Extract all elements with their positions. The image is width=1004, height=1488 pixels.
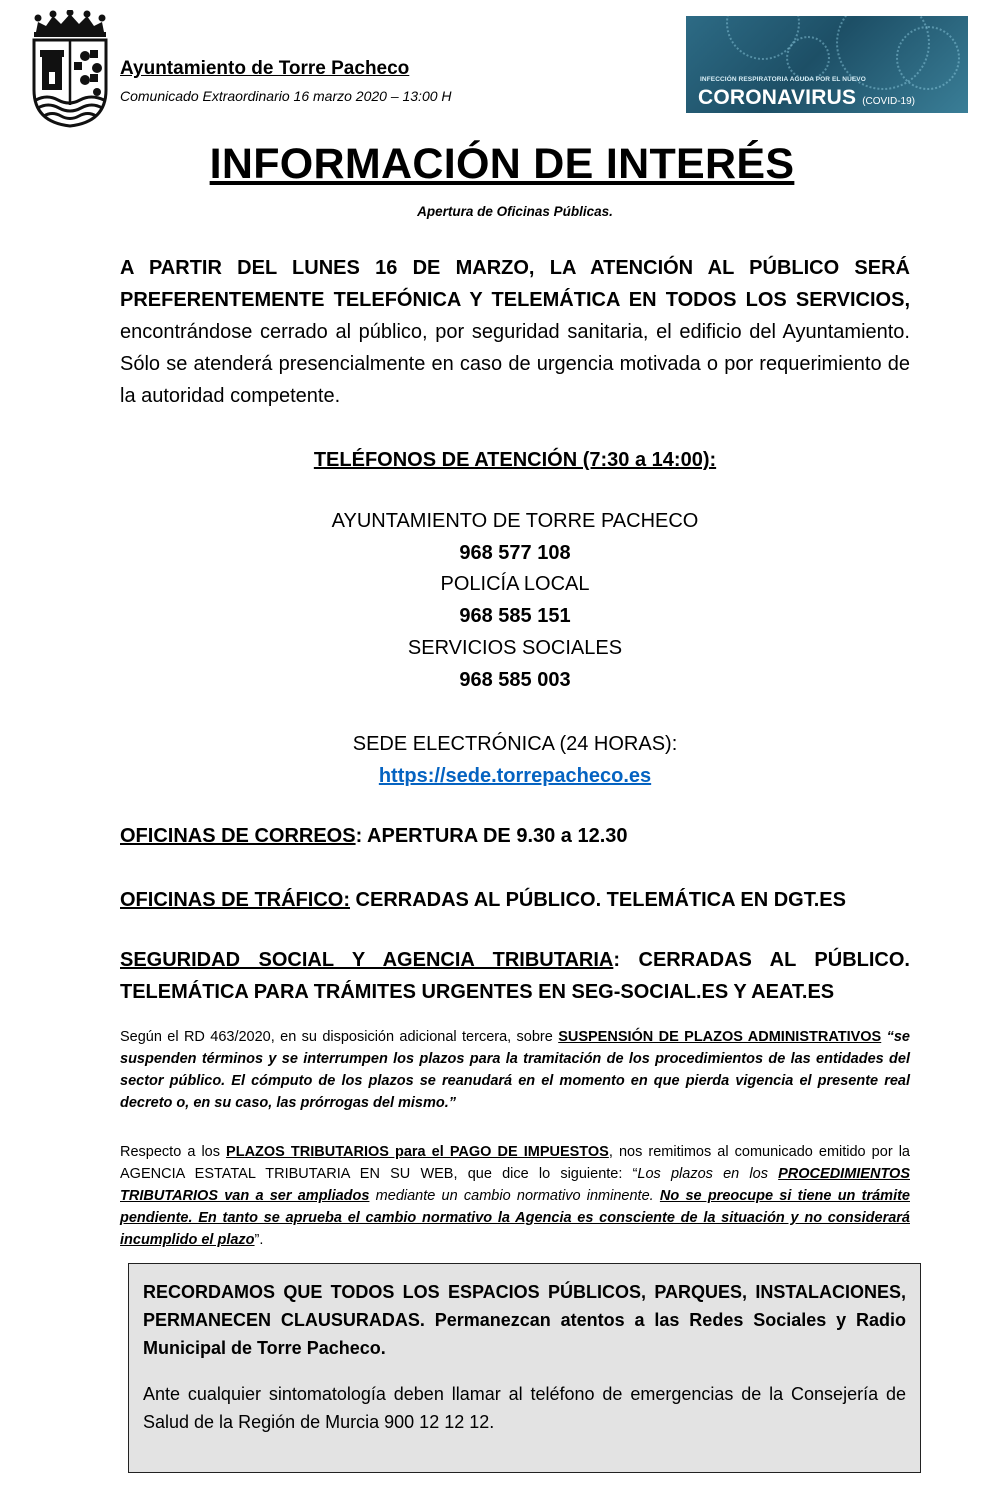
- reminder-box: [128, 1263, 921, 1473]
- phone-entry-name: POLICÍA LOCAL: [440, 573, 590, 595]
- org-name: Ayuntamiento de Torre Pacheco: [120, 58, 410, 79]
- page-subtitle: Apertura de Oficinas Públicas.: [417, 204, 613, 219]
- emergency-text: Ante cualquier sintomatología deben llamar al teléfono de emergencias de la Consejería de Salud de la Región de Murcia 900 12 12 12.: [143, 1384, 906, 1432]
- sede-label: SEDE ELECTRÓNICA (24 HORAS):: [352, 733, 678, 755]
- phone-number: 968 585 151: [459, 605, 571, 627]
- sede-link-row: [0, 760, 1004, 792]
- phone-entry-name: SERVICIOS SOCIALES: [407, 637, 623, 659]
- phone-number: 968 577 108: [459, 542, 571, 564]
- banner-subtitle: INFECCIÓN RESPIRATORIA AGUDA POR EL NUEVO: [700, 76, 866, 83]
- rd-paragraph: Según el RD 463/2020, en su disposición adicional tercera, sobre SUSPENSIÓN DE PLAZOS ADMINISTRATIVOS “se suspenden términos y se interrumpen los plazos para la tramitación de los procedimientos de las entidades del sector público. El cómputo de los plazos se reanudará en el momento en que pierda vigencia el presente real decreto o, en su caso, las prórrogas del mismo.”: [120, 1029, 910, 1111]
- intro-paragraph: A PARTIR DEL LUNES 16 DE MARZO, LA ATENCIÓN AL PÚBLICO SERÁ PREFERENTEMENTE TELEFÓNICA Y TELEMÁTICA EN TODOS LOS SERVICIOS, encontrándose cerrado al público, por seguridad sanitaria, el edificio del Ayuntamiento. Sólo se atenderá presencialmente en caso de urgencia motivada o por requerimiento de la autoridad competente.: [120, 257, 910, 407]
- phone-number: 968 585 003: [459, 669, 571, 691]
- reminder-text: RECORDAMOS QUE TODOS LOS ESPACIOS PÚBLICOS, PARQUES, INSTALACIONES, PERMANECEN CLAUSURADAS. Permanezcan atentos a las Redes Sociales y Radio Municipal de Torre Pacheco.: [143, 1282, 906, 1358]
- coronavirus-banner: [686, 16, 968, 113]
- phone-entry-name: AYUNTAMIENTO DE TORRE PACHECO: [331, 510, 699, 532]
- banner-title: CORONAVIRUS (COVID-19): [698, 86, 915, 109]
- office-trafico: OFICINAS DE TRÁFICO: CERRADAS AL PÚBLICO. TELEMÁTICA EN DGT.ES: [120, 889, 846, 911]
- office-correos: OFICINAS DE CORREOS: APERTURA DE 9.30 a 12.30: [120, 825, 628, 847]
- page-title: INFORMACIÓN DE INTERÉS: [209, 140, 795, 188]
- office-seguridad-social: SEGURIDAD SOCIAL Y AGENCIA TRIBUTARIA: CERRADAS AL PÚBLICO. TELEMÁTICA PARA TRÁMITES URGENTES EN SEG-SOCIAL.ES Y AEAT.ES: [120, 949, 910, 1003]
- phones-heading: TELÉFONOS DE ATENCIÓN (7:30 a 14:00):: [313, 449, 717, 471]
- municipal-crest-icon: [30, 10, 110, 128]
- sede-link[interactable]: https://sede.torrepacheco.es: [378, 765, 652, 787]
- notice-date: Comunicado Extraordinario 16 marzo 2020 – 13:00 H: [120, 88, 452, 104]
- tax-paragraph: Respecto a los PLAZOS TRIBUTARIOS para el PAGO DE IMPUESTOS, nos remitimos al comunicado emitido por la AGENCIA ESTATAL TRIBUTARIA EN SU WEB, que dice lo siguiente: “Los plazos en los PROCEDIMIENTOS TRIBUTARIOS van a ser ampliados mediante un cambio normativo inminente. No se preocupe si tiene un trámite pendiente. En tanto se aprueba el cambio normativo la Agencia es consciente de la situación y no considerará incumplido el plazo”.: [120, 1144, 910, 1248]
